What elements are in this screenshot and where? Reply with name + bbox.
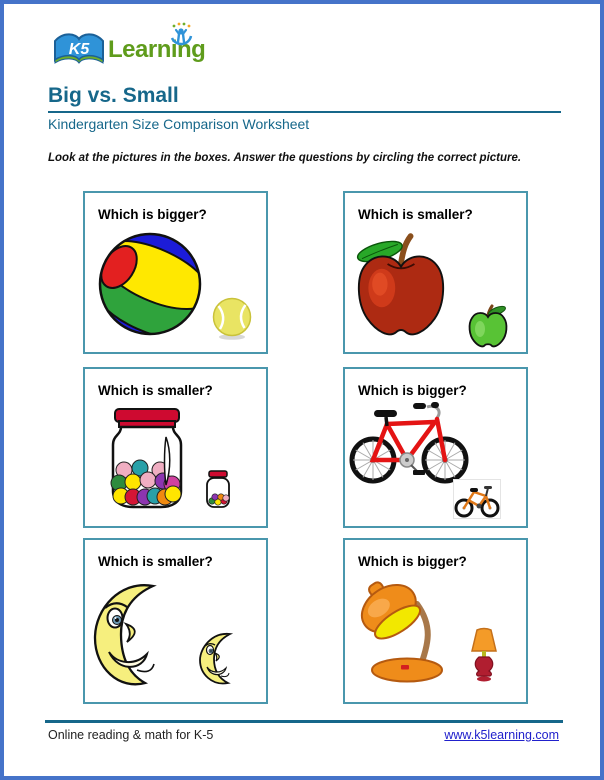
small-table-lamp-image[interactable] bbox=[467, 623, 501, 683]
small-orange-bicycle-image[interactable] bbox=[453, 479, 501, 519]
question-box-1 bbox=[83, 191, 268, 354]
small-candy-jar-image[interactable] bbox=[203, 470, 233, 510]
red-apple-image[interactable] bbox=[353, 232, 449, 344]
question-box-5 bbox=[83, 538, 268, 704]
k5-learning-logo bbox=[52, 26, 205, 68]
desk-lamp-image[interactable] bbox=[357, 578, 453, 684]
footer-website-link[interactable]: www.k5learning.com bbox=[444, 728, 559, 742]
red-bicycle-image[interactable] bbox=[347, 398, 471, 486]
question-label: Which is bigger? bbox=[98, 207, 207, 222]
title-underline bbox=[48, 111, 561, 113]
page-subtitle: Kindergarten Size Comparison Worksheet bbox=[48, 116, 310, 132]
logo-k5-text: K5 bbox=[68, 41, 90, 58]
beach-ball-image[interactable] bbox=[98, 232, 202, 336]
logo-learning-text: Learning bbox=[108, 36, 206, 63]
question-label: Which is bigger? bbox=[358, 383, 467, 398]
tennis-ball-image[interactable] bbox=[210, 292, 254, 340]
question-box-3 bbox=[83, 367, 268, 528]
instructions-text: Look at the pictures in the boxes. Answer the questions by circling the correct picture. bbox=[48, 152, 522, 164]
question-label: Which is smaller? bbox=[358, 207, 473, 222]
question-label: Which is smaller? bbox=[98, 554, 213, 569]
small-crescent-moon-image[interactable] bbox=[198, 630, 238, 688]
candy-jar-image[interactable] bbox=[103, 407, 191, 511]
k5-book-icon bbox=[52, 28, 106, 68]
question-label: Which is bigger? bbox=[358, 554, 467, 569]
green-apple-image[interactable] bbox=[468, 303, 508, 349]
footer-divider bbox=[45, 720, 563, 723]
question-box-2 bbox=[343, 191, 528, 354]
footer-tagline: Online reading & math for K-5 bbox=[48, 728, 214, 742]
question-box-6 bbox=[343, 538, 528, 704]
page-title: Big vs. Small bbox=[48, 84, 179, 107]
logo-person-sunburst-icon bbox=[169, 22, 193, 48]
crescent-moon-image[interactable] bbox=[93, 578, 167, 690]
question-label: Which is smaller? bbox=[98, 383, 213, 398]
question-box-4 bbox=[343, 367, 528, 528]
